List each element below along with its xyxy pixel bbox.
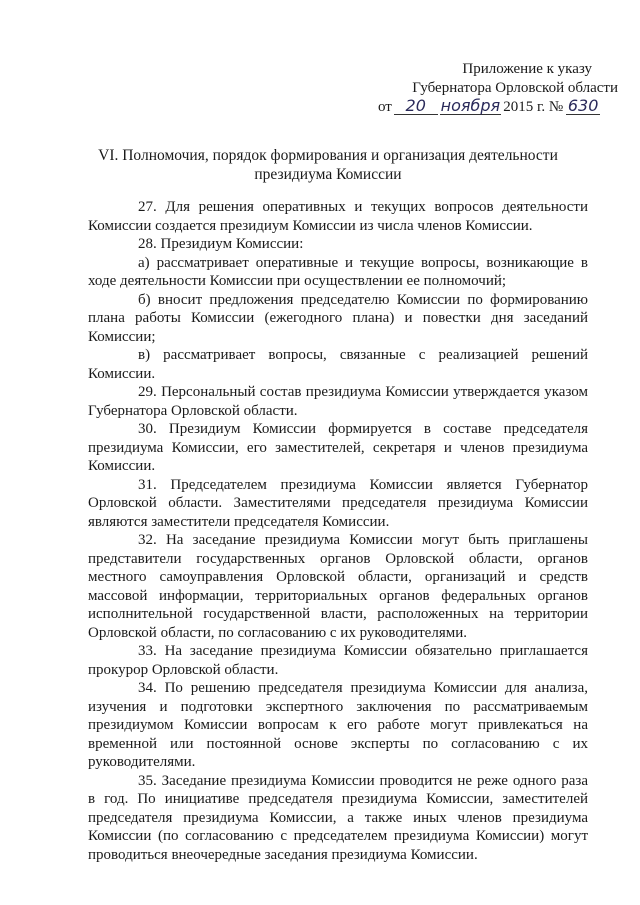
handwritten-month: ноября [440, 96, 501, 115]
paragraph-35: 35. Заседание президиума Комиссии проводится не реже одного раза в год. По инициативе председателя президиума Комиссии, заместителей председателя президиума Комиссии, а также иных членов президиума Комиссии (по согласованию с председателем президиума Комиссии) могут проводиться внеочередные заседания президиума Комиссии. [88, 772, 588, 863]
paragraph-33: 33. На заседание президиума Комиссии обязательно приглашается прокурор Орловской области. [88, 643, 588, 678]
paragraph-30: 30. Президиум Комиссии формируется в составе председателя президиума Комиссии, его заместителей, секретаря и членов президиума Комиссии. [88, 421, 588, 474]
paragraph-34: 34. По решению председателя президиума Комиссии для анализа, изучения и подготовки экспертного заключения по рассматриваемым президиумом Комиссии вопросам к его работе могут привлекаться на временной или постоянной основе эксперты по согласованию с их руководителями. [88, 680, 588, 770]
section-title-line-2: президиума Комиссии [254, 166, 402, 183]
document-body [88, 198, 588, 864]
decree-date-line [378, 98, 618, 117]
paragraph-28-c: в) рассматривает вопросы, связанные с реализацией решений Комиссии. [88, 347, 588, 382]
paragraph-27: 27. Для решения оперативных и текущих вопросов деятельности Комиссии создается президиум Комиссии из числа членов Комиссии. [88, 199, 588, 234]
handwritten-day: 20 [394, 98, 438, 115]
paragraph-29: 29. Персональный состав президиума Комиссии утверждается указом Губернатора Орловской области. [88, 384, 588, 419]
paragraph-31: 31. Председателем президиума Комиссии является Губернатор Орловской области. Заместителями председателя президиума Комиссии являются заместители председателя Комиссии. [88, 476, 588, 530]
paragraph-28-a: а) рассматривает оперативные и текущие вопросы, возникающие в ходе деятельности Комиссии при осуществлении ее полномочий; [88, 254, 588, 289]
paragraph-28: 28. Президиум Комиссии: [138, 236, 304, 252]
year-label: 2015 г. № [503, 99, 564, 115]
paragraph-28-b: б) вносит предложения председателю Комиссии по формированию плана работы Комиссии (ежегодного плана) и повестки дня заседаний Комиссии; [88, 291, 588, 345]
appendix-header [378, 60, 618, 117]
paragraph-32: 32. На заседание президиума Комиссии могут быть приглашены представители государственных органов Орловской области, органов местного самоуправления Орловской области, организаций и средств массовой информации, территориальных органов федеральных органов исполнительной государственной власти, расположенных на территории Орловской области, по согласованию с их руководителями. [88, 532, 588, 641]
from-label: от [378, 99, 392, 115]
appendix-label: Приложение к указу [462, 61, 592, 77]
handwritten-decree-number: 630 [567, 96, 599, 115]
section-title-line-1: VI. Полномочия, порядок формирования и организация деятельности [98, 147, 558, 164]
section-title [88, 146, 568, 184]
issuer-label: Губернатора Орловской области [412, 80, 618, 96]
